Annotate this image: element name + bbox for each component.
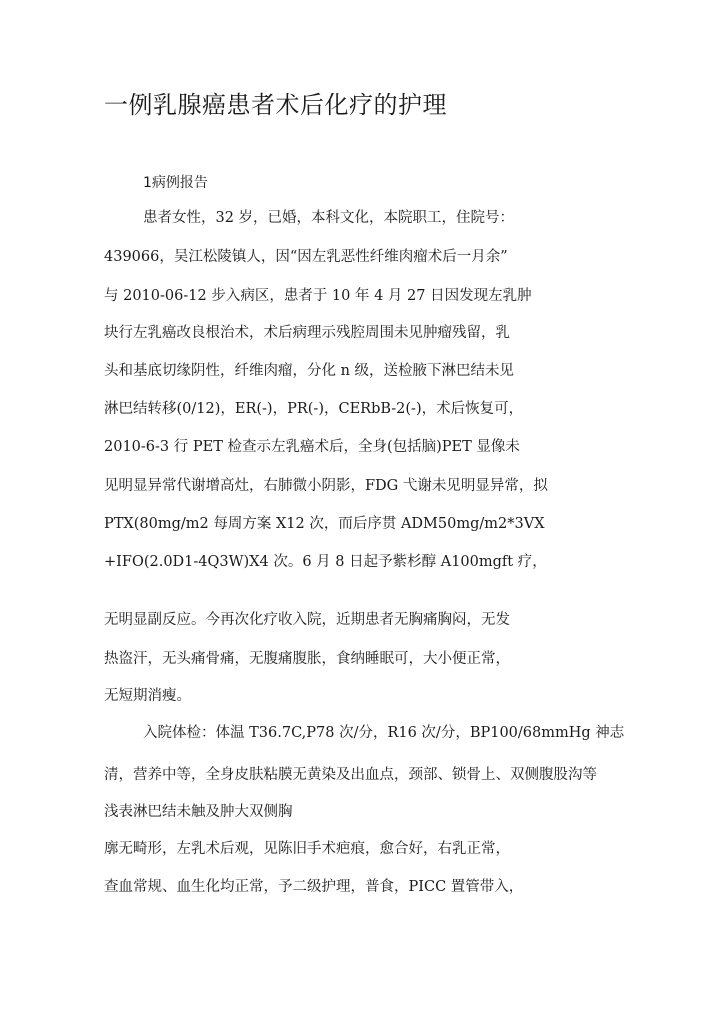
paragraph-line: 头和基底切缘阴性，纤维肉瘤，分化 n 级，送检腋下淋巴结未见 <box>104 363 515 379</box>
paragraph-line: +IFO(2.0D1-4Q3W)X4 次。6 月 8 日起予紫杉醇 A100mgft 疗， <box>104 554 547 570</box>
paragraph-line: 查血常规、血生化均正常，予二级护理，普食，PICC 置管带入， <box>104 879 524 895</box>
paragraph-line: 廓无畸形，左乳术后观，见陈旧手术疤痕，愈合好，右乳正常， <box>104 841 510 857</box>
document-title: 一例乳腺癌患者术后化疗的护理 <box>104 91 447 119</box>
paragraph-line: 患者女性，32 岁，已婚，本科文化，本院职工，住院号： <box>143 210 515 226</box>
paragraph-line: 439066，吴江松陵镇人，因“因左乳恶性纤维肉瘤术后一月余” <box>104 249 508 265</box>
paragraph-line: PTX(80mg/m2 每周方案 X12 次，而后序贯 ADM50mg/m2*3VX <box>104 516 545 532</box>
paragraph-line: 块行左乳癌改良根治术，术后病理示残腔周围未见肿瘤残留，乳 <box>104 325 510 341</box>
paragraph-line: 无短期消瘦。 <box>104 688 191 704</box>
paragraph-line: 浅表淋巴结未触及肿大双侧胸 <box>104 804 293 820</box>
paragraph-line: 2010-6-3 行 PET 检查示左乳癌术后，全身(包括脑)PET 显像未 <box>104 439 520 455</box>
paragraph-line: 入院体检：体温 T36.7C,P78 次/分，R16 次/分，BP100/68mmHg 神志 <box>143 725 625 741</box>
paragraph-line: 清，营养中等，全身皮肤粘膜无黄染及出血点，颈部、锁骨上、双侧腹股沟等 <box>104 767 597 783</box>
section-heading: 1病例报告 <box>143 175 208 191</box>
paragraph-line: 与 2010-06-12 步入病区，患者于 10 年 4 月 27 日因发现左乳肿 <box>104 288 532 304</box>
paragraph-line: 无明显副反应。今再次化疗收入院，近期患者无胸痛胸闷，无发 <box>104 612 510 628</box>
paragraph-line: 见明显异常代谢增高灶，右肺微小阴影，FDG 弋谢未见明显异常，拟 <box>104 478 548 494</box>
paragraph-line: 淋巴结转移(0/12)，ER(-)，PR(-)，CERbB-2(-)，术后恢复可， <box>104 401 524 417</box>
paragraph-line: 热盗汗，无头痛骨痛，无腹痛腹胀，食纳睡眠可，大小便正常， <box>104 651 510 667</box>
